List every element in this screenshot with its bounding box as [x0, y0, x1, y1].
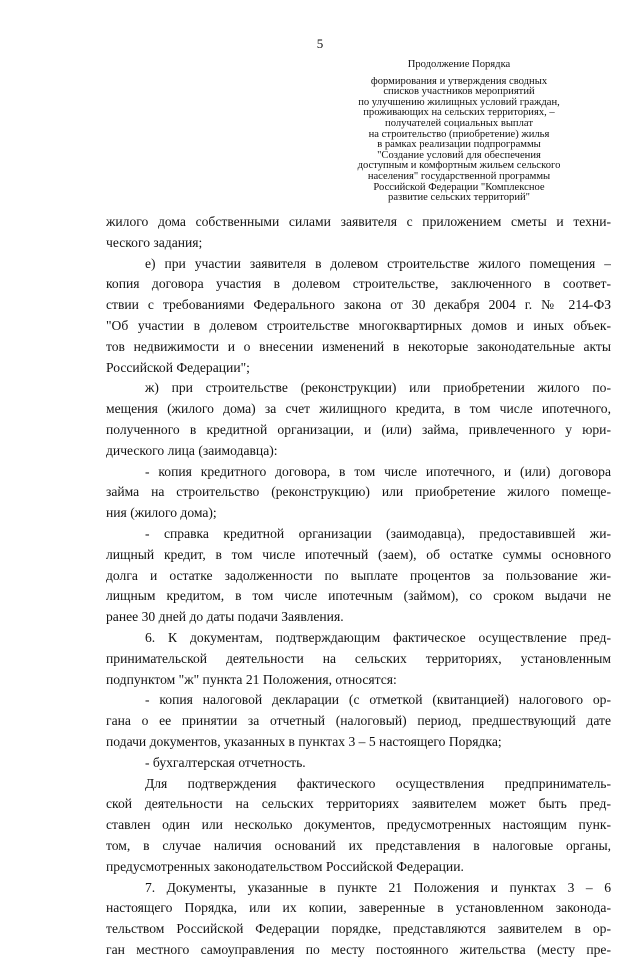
- header-line: доступным и комфортным жильем сельского: [357, 160, 561, 172]
- paragraph: [106, 753, 611, 774]
- document-header-continuation: [346, 60, 572, 204]
- text-line: ж) при строительстве (реконструкции) или приобретении жилого по-: [145, 380, 611, 396]
- page-number: 5: [316, 36, 324, 51]
- paragraph: [106, 212, 611, 254]
- text-line: ставлен один или несколько документов, предусмотренных настоящим пунк-: [106, 817, 611, 833]
- paragraph: [106, 378, 611, 461]
- text-line: - копия кредитного договора, в том числе ипотечного, и (или) договора: [145, 463, 611, 479]
- text-line: предусмотренных законодательством Российской Федерации.: [106, 858, 464, 874]
- text-line: подпунктом "ж" пункта 21 Положения, относятся:: [106, 671, 397, 687]
- header-line: населения" государственной программы: [367, 170, 551, 182]
- text-line: ской деятельности на сельских территориях заявителем может быть пред-: [106, 796, 611, 812]
- text-line: том, в случае наличия оснований их представления в налоговые органы,: [106, 837, 611, 853]
- text-line: - копия налоговой декларации (с отметкой (квитанцией) налогового ор-: [145, 692, 611, 708]
- header-line: Российской Федерации "Комплексное: [373, 181, 545, 193]
- text-line: лищный кредит, в том числе ипотечный (заем), об остатке суммы основного: [106, 546, 611, 562]
- text-line: Российской Федерации";: [106, 359, 250, 375]
- text-line: займа на строительство (реконструкцию) или приобретение жилого помеще-: [106, 484, 611, 500]
- header-line: по улучшению жилищных условий граждан,: [358, 96, 560, 108]
- document-body: [106, 212, 611, 961]
- text-line: долга и остатке задолженности по выплате процентов за пользование жи-: [106, 567, 611, 583]
- text-line: мещения (жилого дома) за счет жилищного кредита, в том числе ипотечного,: [106, 401, 611, 417]
- text-line: Для подтверждения фактического осуществления предприниматель-: [145, 775, 611, 791]
- text-line: 6. К документам, подтверждающим фактическое осуществление пред-: [145, 629, 611, 645]
- paragraph: [106, 774, 611, 878]
- text-line: 7. Документы, указанные в пункте 21 Положения и пунктах 3 – 6: [145, 879, 611, 895]
- text-line: ния (жилого дома);: [106, 505, 217, 521]
- text-line: принимательской деятельности на сельских территориях, установленным: [106, 650, 611, 666]
- paragraph: [106, 690, 611, 752]
- paragraph: [106, 524, 611, 628]
- header-title: Продолжение Порядка: [407, 59, 511, 70]
- text-line: ган местного самоуправления по месту постоянного жительства (месту пре-: [106, 941, 611, 957]
- text-line: копия договора участия в долевом строительстве, заключенного в соответ-: [106, 276, 611, 292]
- text-line: тов недвижимости и о внесении изменений в некоторые законодательные акты: [106, 338, 611, 354]
- header-line: "Создание условий для обеспечения: [377, 149, 541, 161]
- text-line: е) при участии заявителя в долевом строительстве жилого помещения –: [145, 255, 611, 271]
- header-line: проживающих на сельских территориях, –: [363, 107, 555, 119]
- header-line: на строительство (приобретение) жилья: [368, 128, 550, 140]
- header-line: получателей социальных выплат: [385, 117, 533, 129]
- text-line: "Об участии в долевом строительстве многоквартирных домов и иных объек-: [106, 317, 611, 333]
- paragraph: [106, 628, 611, 690]
- text-line: ческого задания;: [106, 234, 203, 250]
- header-line: списков участников мероприятий: [383, 86, 535, 98]
- header-line: развитие сельских территорий": [388, 192, 530, 204]
- header-line: в рамках реализации подпрограммы: [377, 139, 541, 151]
- paragraph: [106, 254, 611, 379]
- text-line: жилого дома собственными силами заявителя с приложением сметы и техни-: [106, 214, 611, 229]
- text-line: настоящего Порядка, или их копии, заверенные в установленном законода-: [106, 900, 611, 916]
- text-line: гана о ее принятии за отчетный (налоговый) период, предшествующий дате: [106, 713, 611, 729]
- text-line: дического лица (заимодавца):: [106, 442, 278, 458]
- text-line: - бухгалтерская отчетность.: [145, 754, 306, 770]
- text-line: полученного в кредитной организации, и (или) займа, привлеченного у юри-: [106, 421, 611, 437]
- paragraph: [106, 878, 611, 961]
- text-line: ранее 30 дней до даты подачи Заявления.: [106, 609, 344, 625]
- text-line: - справка кредитной организации (заимодавца), предоставившей жи-: [145, 525, 611, 541]
- paragraph: [106, 462, 611, 524]
- text-line: лищным кредитом, в том числе ипотечным (займом), со сроком выдачи не: [106, 588, 611, 604]
- header-line: формирования и утверждения сводных: [370, 75, 548, 87]
- text-line: тельством Российской Федерации порядке, представляются заявителем в ор-: [106, 921, 611, 937]
- text-line: подачи документов, указанных в пунктах 3 – 5 настоящего Порядка;: [106, 733, 502, 749]
- text-line: ствии с требованиями Федерального закона от 30 декабря 2004 г. № 214-ФЗ: [106, 297, 611, 313]
